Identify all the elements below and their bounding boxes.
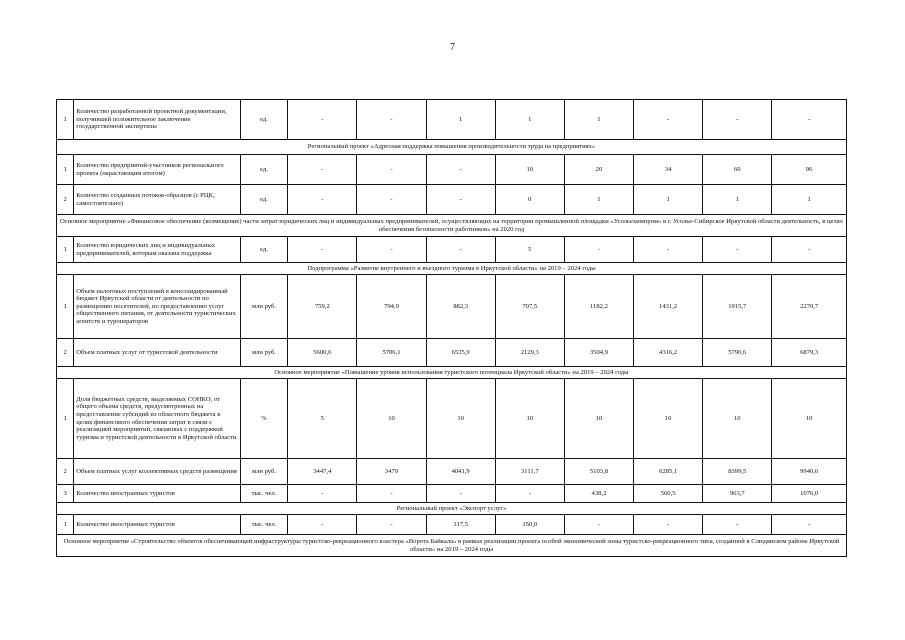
value-cell: 1 <box>426 100 495 140</box>
section-title: Основное мероприятие «Финансовое обеспечение (возмещение) части затрат юридических лиц и индивидуальных предпринимателей, осуществляющих на территории промышленной площадки «Усольехимпром» в г. Усолье-Сибирское Иркутской области деятельность, в целях обеспечения безопасности работников» на 2020 год <box>57 215 847 237</box>
unit-cell: ед. <box>240 100 288 140</box>
value-cell: - <box>426 237 495 263</box>
unit-cell: ед. <box>240 185 288 215</box>
value-cell: 20 <box>564 155 633 185</box>
value-cell: - <box>772 237 847 263</box>
section-header-row <box>57 367 847 379</box>
row-number: 1 <box>57 515 74 535</box>
value-cell: - <box>564 237 633 263</box>
value-cell: 1 <box>495 100 564 140</box>
indicator-name: Доля бюджетных средств, выделяемых СОНКО, от общего объема средств, предусмотренных на предоставление субсидий из областного бюджета в целях финансового обеспечения затрат в связи с реализацией мероприятий, связанных с поддержкой туризма и туристской деятельности в Иркутской области <box>74 379 240 459</box>
row-number: 2 <box>57 339 74 367</box>
value-cell: - <box>288 485 357 503</box>
row-number: 1 <box>57 275 74 339</box>
value-cell: 3447,4 <box>288 459 357 485</box>
value-cell: 317,5 <box>426 515 495 535</box>
row-number: 3 <box>57 485 74 503</box>
section-header-row <box>57 535 847 557</box>
value-cell: 5600,6 <box>288 339 357 367</box>
row-number: 2 <box>57 185 74 215</box>
value-cell: 1 <box>634 185 703 215</box>
unit-cell: ед. <box>240 155 288 185</box>
indicator-name: Объем налоговых поступлений в консолидированный бюджет Иркутской области от деятельности по размещению посетителей, по предоставлению услуг общественного питания, от деятельности туристических агентств и туроператоров <box>74 275 240 339</box>
value-cell: 2270,7 <box>772 275 847 339</box>
page-number: 7 <box>450 42 455 53</box>
value-cell: - <box>703 100 772 140</box>
row-number: 1 <box>57 155 74 185</box>
value-cell: 438,2 <box>564 485 633 503</box>
row-number: 2 <box>57 459 74 485</box>
indicator-name: Количество юридических лиц и индивидуальных предпринимателей, которым оказана поддержка <box>74 237 240 263</box>
value-cell: - <box>564 515 633 535</box>
table-row <box>57 185 847 215</box>
section-title: Региональный проект «Экспорт услуг» <box>57 503 847 515</box>
value-cell: 5 <box>288 379 357 459</box>
value-cell: - <box>357 185 426 215</box>
value-cell: - <box>772 515 847 535</box>
value-cell: 5706,1 <box>357 339 426 367</box>
value-cell: 4041,9 <box>426 459 495 485</box>
table-row <box>57 339 847 367</box>
value-cell: - <box>288 155 357 185</box>
section-title: Региональный проект «Адресная поддержка повышения производительности труда на предприятиях» <box>57 140 847 155</box>
value-cell: 707,5 <box>495 275 564 339</box>
value-cell: - <box>703 515 772 535</box>
value-cell: 5 <box>495 237 564 263</box>
value-cell: 794,9 <box>357 275 426 339</box>
value-cell: - <box>634 515 703 535</box>
value-cell: 560,5 <box>634 485 703 503</box>
value-cell: - <box>426 485 495 503</box>
value-cell: 10 <box>634 379 703 459</box>
value-cell: 1 <box>564 100 633 140</box>
value-cell: 3111,7 <box>495 459 564 485</box>
table-row <box>57 515 847 535</box>
value-cell: 34 <box>634 155 703 185</box>
value-cell: 10 <box>426 379 495 459</box>
value-cell: - <box>426 155 495 185</box>
value-cell: 10 <box>564 379 633 459</box>
unit-cell: % <box>240 379 288 459</box>
value-cell: 4316,2 <box>634 339 703 367</box>
value-cell: - <box>634 237 703 263</box>
indicator-name: Объем платных услуг от туристской деятельности <box>74 339 240 367</box>
value-cell: 150,0 <box>495 515 564 535</box>
unit-cell: млн руб. <box>240 339 288 367</box>
value-cell: - <box>288 100 357 140</box>
row-number: 1 <box>57 379 74 459</box>
unit-cell: млн руб. <box>240 275 288 339</box>
value-cell: 1 <box>564 185 633 215</box>
table-row <box>57 275 847 339</box>
value-cell: - <box>357 155 426 185</box>
section-title: Основное мероприятие «Повышение уровня использования туристского потенциала Иркутской области» на 2019 – 2024 годы <box>57 367 847 379</box>
value-cell: 1 <box>703 185 772 215</box>
value-cell: 6535,9 <box>426 339 495 367</box>
value-cell: 3504,9 <box>564 339 633 367</box>
value-cell: 10 <box>357 379 426 459</box>
value-cell: - <box>357 515 426 535</box>
value-cell: 10 <box>495 155 564 185</box>
value-cell: 10 <box>495 379 564 459</box>
value-cell: 1915,7 <box>703 275 772 339</box>
value-cell: - <box>426 185 495 215</box>
value-cell: - <box>357 237 426 263</box>
indicator-name: Количество иностранных туристов <box>74 485 240 503</box>
indicator-table <box>56 99 847 557</box>
value-cell: 96 <box>772 155 847 185</box>
value-cell: - <box>357 100 426 140</box>
indicator-name: Количество предприятий-участников регионального проекта (нарастающим итогом) <box>74 155 240 185</box>
value-cell: 10 <box>703 379 772 459</box>
value-cell: - <box>495 485 564 503</box>
row-number: 1 <box>57 100 74 140</box>
value-cell: 882,3 <box>426 275 495 339</box>
table-row <box>57 237 847 263</box>
value-cell: - <box>288 237 357 263</box>
value-cell: 60 <box>703 155 772 185</box>
value-cell: 1182,2 <box>564 275 633 339</box>
value-cell: 0 <box>495 185 564 215</box>
value-cell: 6879,3 <box>772 339 847 367</box>
section-header-row <box>57 263 847 275</box>
table-row <box>57 155 847 185</box>
value-cell: - <box>288 185 357 215</box>
section-header-row <box>57 140 847 155</box>
value-cell: 5103,8 <box>564 459 633 485</box>
value-cell: - <box>357 485 426 503</box>
value-cell: 1 <box>772 185 847 215</box>
table-row <box>57 379 847 459</box>
value-cell: - <box>703 237 772 263</box>
value-cell: 759,2 <box>288 275 357 339</box>
value-cell: 5790,6 <box>703 339 772 367</box>
indicator-name: Объем платных услуг коллективных средств размещения <box>74 459 240 485</box>
section-header-row <box>57 503 847 515</box>
value-cell: 10 <box>772 379 847 459</box>
section-header-row <box>57 215 847 237</box>
unit-cell: ед. <box>240 237 288 263</box>
unit-cell: тыс. чел. <box>240 515 288 535</box>
indicator-name: Количество созданных потоков-образцов (с РЦК, самостоятельно) <box>74 185 240 215</box>
table-row <box>57 100 847 140</box>
section-title: Подпрограмма «Развитие внутреннего и въездного туризма в Иркутской области» на 2019 – 2024 годы <box>57 263 847 275</box>
value-cell: 963,7 <box>703 485 772 503</box>
value-cell: 3479 <box>357 459 426 485</box>
indicator-name: Количество разработанной проектной документации, получившей положительное заключение государственной экспертизы <box>74 100 240 140</box>
value-cell: - <box>634 100 703 140</box>
unit-cell: млн руб. <box>240 459 288 485</box>
value-cell: - <box>288 515 357 535</box>
table-row <box>57 485 847 503</box>
indicator-name: Количество иностранных туристов <box>74 515 240 535</box>
value-cell: 1431,2 <box>634 275 703 339</box>
row-number: 1 <box>57 237 74 263</box>
section-title: Основное мероприятие «Строительство объектов обеспечивающей инфраструктуры туристско-рекреационного кластера «Ворота Байкала» в рамках реализации проекта особой экономической зоны туристско-рекреационного типа, созданной в Слюдянском районе Иркутской области» на 2019 – 2024 годы <box>57 535 847 557</box>
value-cell: 6285,1 <box>634 459 703 485</box>
value-cell: - <box>772 100 847 140</box>
table-row <box>57 459 847 485</box>
value-cell: 2129,3 <box>495 339 564 367</box>
value-cell: 9940,6 <box>772 459 847 485</box>
value-cell: 8399,5 <box>703 459 772 485</box>
value-cell: 1076,0 <box>772 485 847 503</box>
unit-cell: тыс. чел. <box>240 485 288 503</box>
